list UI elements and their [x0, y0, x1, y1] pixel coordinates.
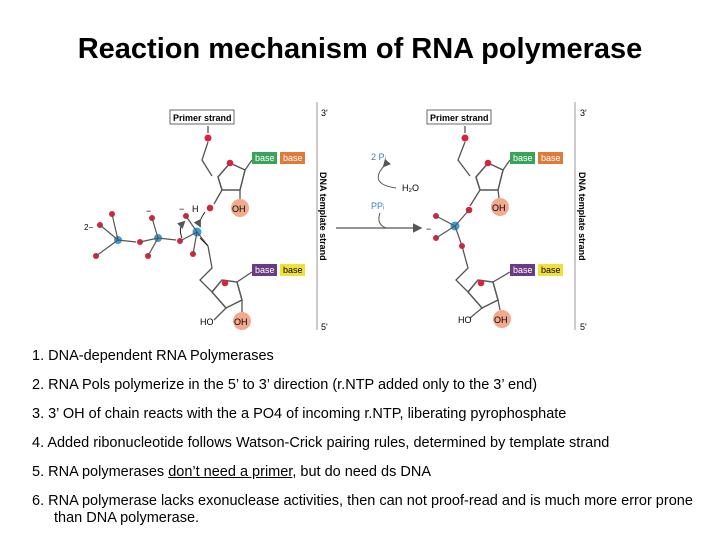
- reaction-diagram: [0, 95, 720, 340]
- right-primer-label: Primer strand: [430, 113, 489, 123]
- middle-2pi: 2 Pᵢ: [371, 152, 386, 162]
- point-4: 4. Added ribonucleotide follows Watson-Crick pairing rules, determined by template strand: [32, 435, 610, 451]
- left-minus-1: −: [146, 206, 152, 216]
- left-template-label: DNA template strand: [318, 172, 328, 261]
- left-oh-upper: OH: [232, 204, 246, 214]
- point-5-underlined: don’t need a primer: [168, 464, 293, 480]
- reaction-arrow-group: [336, 152, 420, 228]
- left-minus-2: −: [179, 204, 185, 214]
- point-5: [32, 464, 712, 481]
- middle-h2o: H₂O: [402, 183, 419, 193]
- left-base-2: base: [283, 153, 303, 163]
- right-minus: −: [426, 224, 432, 234]
- right-oh-upper: OH: [492, 203, 506, 213]
- right-base-3: base: [513, 265, 533, 275]
- point-2: 2. RNA Pols polymerize in the 5’ to 3’ direction (r.NTP added only to the 3’ end): [32, 377, 538, 393]
- right-3prime: 3': [580, 108, 587, 118]
- right-template-label: DNA template strand: [577, 172, 587, 261]
- left-h-label: H: [192, 204, 199, 214]
- left-base-4: base: [283, 265, 303, 275]
- point-3: 3. 3’ OH of chain reacts with the a PO4 of incoming r.NTP, liberating pyrophosphate: [32, 406, 567, 422]
- right-panel: [426, 102, 587, 332]
- left-charge: 2−: [84, 223, 94, 232]
- left-base-1: base: [255, 153, 275, 163]
- point-1: 1. DNA-dependent RNA Polymerases: [32, 348, 274, 364]
- left-3prime: 3': [321, 108, 328, 118]
- right-base-4: base: [541, 265, 561, 275]
- left-panel: [84, 102, 328, 332]
- left-base-3: base: [255, 265, 275, 275]
- point-5-start: 5. RNA polymerases: [32, 464, 169, 480]
- point-6: 6. RNA polymerase lacks exonuclease activities, then can not proof-read and is much more error prone than DNA polymerase.: [32, 493, 693, 526]
- left-5prime: 5': [321, 322, 328, 332]
- middle-ppi: PPᵢ: [371, 201, 385, 211]
- point-5-end: , but do need ds DNA: [292, 464, 431, 480]
- right-base-1: base: [513, 153, 533, 163]
- left-ho-lower: HO: [200, 317, 214, 327]
- right-base-2: base: [541, 153, 561, 163]
- slide-title: Reaction mechanism of RNA polymerase: [77, 33, 643, 65]
- right-5prime: 5': [580, 322, 587, 332]
- right-oh-lower: OH: [494, 315, 508, 325]
- left-primer-label: Primer strand: [173, 113, 232, 123]
- left-oh-lower: OH: [234, 317, 248, 327]
- key-points-list: [32, 348, 712, 539]
- right-ho-lower: HO: [458, 315, 472, 325]
